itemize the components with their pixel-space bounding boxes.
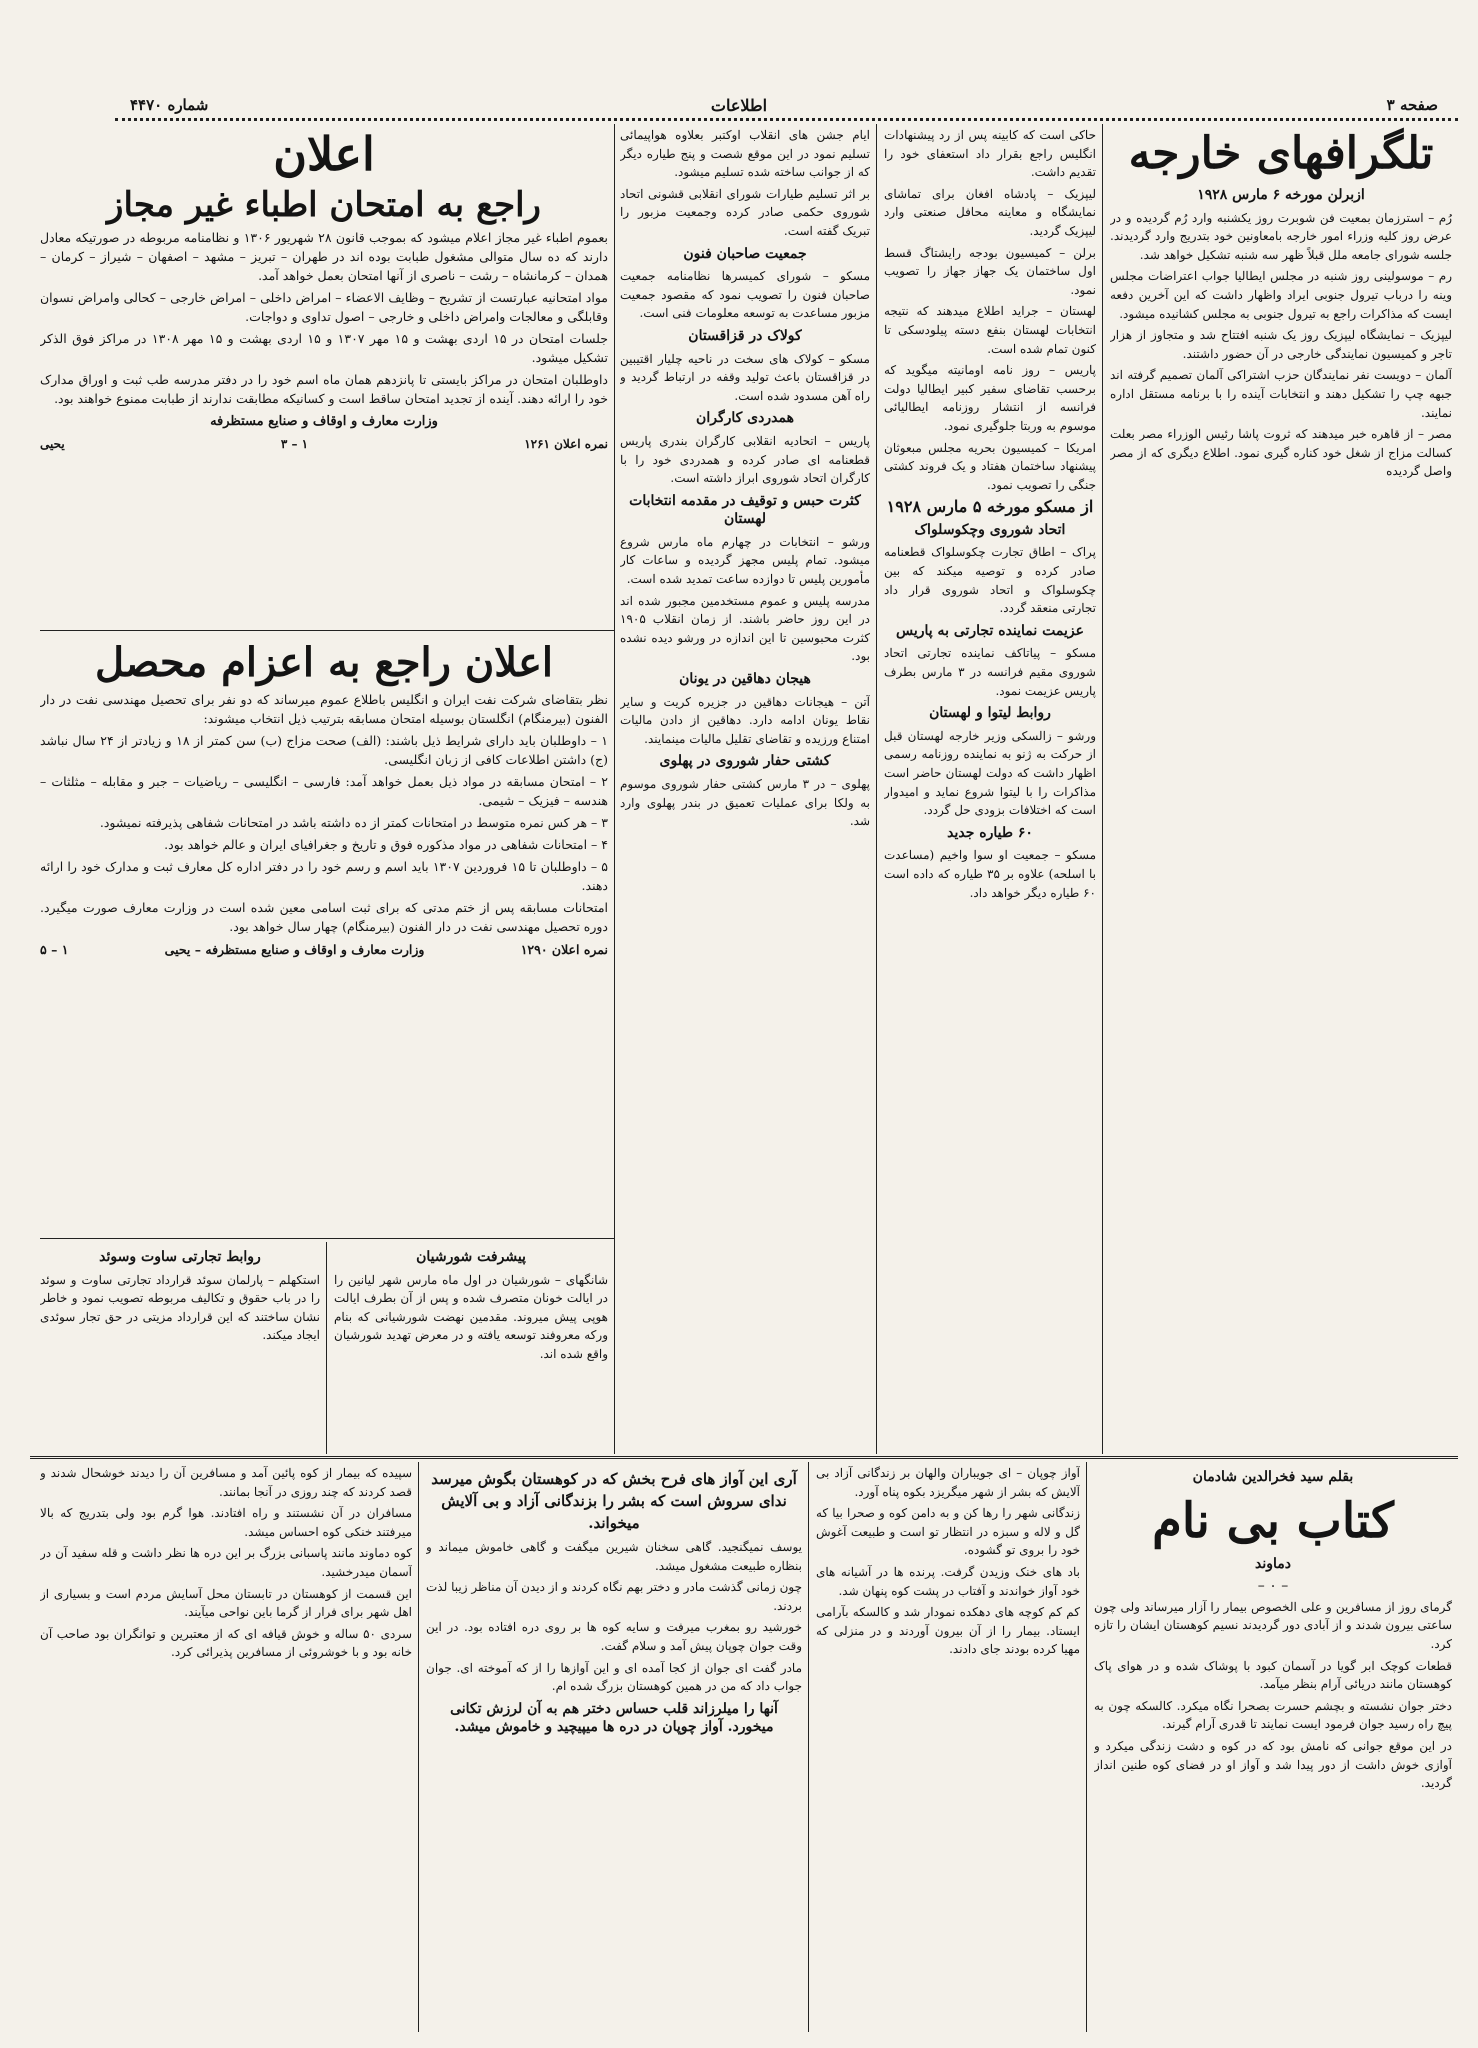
header-rule [115, 118, 1458, 121]
news-column-3 [620, 126, 870, 1452]
column-rule [1102, 124, 1103, 1454]
notice-footer [40, 940, 608, 959]
notice-paragraph: جلسات امتحان در ۱۵ اردی بهشت و ۱۵ مهر ۱۳۰۷ و ۱۵ اردی بهشت و ۱۵ مهر ۱۳۰۸ در مراکز فوق الذکر تشکیل میشود. [40, 331, 608, 365]
section-heading: کشتی حفار شوروی در پهلوی [659, 753, 831, 770]
masthead-paper-name: اطلاعات [710, 96, 768, 115]
story-title: کتاب بی نام [1152, 1492, 1394, 1549]
article-paragraph: استکهلم – پارلمان سوئد قرارداد تجارتی ساوت و سوئد را در باب حقوق و تکالیف مربوطه تصویب نمود و خاطر نشان ساختند که این قرارداد مزیتی در حق تجار سوئدی ایجاد میکند. [40, 1272, 320, 1343]
column-rule [614, 124, 615, 1454]
article-paragraph: رُم – استرزمان بمعیت فن شوبرت روز یکشنبه وارد رُم گردیده و در عرض روز کلیه وزراء امور خارجه بامعاونین خود بتدریج وارد گردیدند. جلسه شورای جامعه ملل قبلاً ظهر سه شنبه تشکیل خواهد شد. [1110, 210, 1452, 262]
notice-paragraph: ۴ – امتحانات شفاهی در مواد مذکوره فوق و تاریخ و جغرافیای ایران و عالم خواهد بود. [164, 837, 608, 852]
notice-paragraph: ۱ – داوطلبان باید دارای شرایط ذیل باشند: (الف) صحت مزاج (ب) سن کمتر از ۱۸ و زیادتر از ۲۴ سال نباشد (ج) داشتن اطلاعات کافی از زبان انگلیسی. [40, 733, 608, 767]
section-heading: هیجان دهاقین در یونان [679, 671, 811, 688]
story-pull-quote: آنها را میلرزاند قلب حساس دختر هم به آن لرزش تکانی میخورد. آواز چوپان در دره ها میپیچید و خاموش میشد. [450, 1700, 778, 1736]
news-column-2 [884, 126, 1096, 1452]
notice-signature: وزارت معارف و اوقاف و صنایع مستظرفه – یحیی [164, 942, 425, 957]
story-paragraph: مادر گفت ای جوان از کجا آمده ای و این آوازها را از که آموخته ای. جوان جواب داد که من در همین کوهستان بزرگ شده ام. [426, 1660, 802, 1694]
story-paragraph: دختر جوان نشسته و بچشم حسرت بصحرا نگاه میکرد. کالسکه چون به پیچ راه رسید جوان فرمود ایست نمایند تا قدری آرام گیرند. [1094, 1698, 1452, 1732]
notice-paragraph: داوطلبان امتحان در مراکز بایستی تا پانزدهم همان ماه اسم خود را در دفتر مدرسه طب ثبت و اوراق مدارک خود را ارائه دهند. آینده از تجدید امتحان ساقط است و کسانیکه مطابقت ندارند از طبابت ممنوع خواهند بود. [40, 372, 608, 406]
column-rule [808, 1462, 809, 2032]
article-paragraph: آلمان – دویست نفر نمایندگان حزب اشتراکی آلمان تصمیم گرفته اند جبهه چپ را تشکیل دهند و انتخابات آینده را با برنامه مستقل اداره نمایند. [1110, 368, 1452, 420]
article-paragraph: ایام جشن های انقلاب اوکتبر بعلاوه هواپیمائی تسلیم نمود در این موقع شصت و پنج طیاره دیگر که از جوانب ساخته شده تسلیم میشود. [620, 128, 870, 180]
story-paragraph: باد های خنک وزیدن گرفت. پرنده ها در آشیانه های خود آواز خواندند و آفتاب در پشت کوه پنهان شد. [816, 1564, 1080, 1598]
story-paragraph: مسافران در آن نشستند و راه افتادند. هوا گرم بود ولی بتدریج که بالا میرفتند خنکی کوه احساس میشد. [40, 1506, 412, 1539]
notice-number: نمره اعلان ۱۲۶۱ [524, 437, 608, 451]
story-paragraph: خورشید رو بمغرب میرفت و سایه کوه ها بر روی دره افتاده بود. در این وقت جوان چوپان پیش آمد و سلام گفت. [426, 1620, 802, 1653]
notice-title: اعلان [273, 127, 375, 181]
story-subtitle: دماوند [1254, 1555, 1291, 1572]
article-paragraph: مسکو – کولاک های سخت در ناحیه چلیار اقتیبین در قزاقستان باعث تولید وقفه در ارتباط گردید و راه آهن مسدود شده است. [620, 351, 870, 403]
section-heading: عزیمت نماینده تجارتی به پاریس [896, 622, 1084, 639]
story-paragraph: کوه دماوند مانند پاسبانی بزرگ بر این دره ها نظر داشت و قله سفید آن در آسمان میدرخشید. [40, 1546, 412, 1579]
article-paragraph: مدرسه پلیس و عموم مستخدمین مجبور شده اند در این روز حاضر باشند. از زمان انقلاب ۱۹۰۵ کثرت محبوسین تا این اندازه در ورشو دیده نشده بود. [620, 593, 870, 664]
notice-paragraph: مواد امتحانیه عبارتست از تشریح – وظایف الاعضاء – امراض داخلی – امراض خارجی – کحالی وامراض نسوان وقابلگی و معالجات وامراض داخلی و خارجی – اصول تداوی و دواجات. [40, 290, 608, 324]
section-divider [40, 1238, 614, 1239]
notice-count: ۱ – ۳ [280, 437, 309, 451]
section-divider [30, 1456, 1458, 1459]
story-column-1 [1094, 1464, 1452, 2032]
notice-title: اعلان راجع به اعزام محصل [94, 639, 554, 686]
notice-paragraph: امتحانات مسابقه پس از ختم مدتی که برای ثبت اسامی معین شده است در وزارت معارف صورت میگیرد. دوره تحصیل مهندسی نفت در دار الفنون (بیرمنگام) چهار سال خواهد بود. [40, 900, 608, 934]
story-paragraph: کم کم کوچه های دهکده نمودار شد و کالسکه بآرامی ایستاد. بیمار را از آن بیرون آوردند و در منزلی که مهیا کرده بودند جای دادند. [816, 1605, 1080, 1657]
column-rule [418, 1462, 419, 2032]
notice-paragraph: ۵ – داوطلبان تا ۱۵ فروردین ۱۳۰۷ باید اسم و رسم خود را در دفتر اداره کل معارف ثبت و مدارک خود را ارائه دهند. [40, 859, 608, 893]
story-ornament: – ۰ – [1257, 1578, 1289, 1595]
story-paragraph: یوسف نمیگنجید. گاهی سخنان شیرین میگفت و گاهی خاموش میماند و بنظاره طبیعت مشغول میشد. [426, 1540, 802, 1573]
section-heading: از مسکو مورخه ۵ مارس ۱۹۲۸ [886, 497, 1094, 517]
story-paragraph: گرمای روز از مسافرین و علی الخصوص بیمار را آزار میرساند ولی چون ساعتی بیرون شدند و از آبادی دور گردیدند نسیم کوهستان ایشان را تازه کرد. [1094, 1599, 1452, 1651]
section-heading: اتحاد شوروی وچکوسلواک [914, 521, 1066, 538]
foreign-telegrams-column [1110, 126, 1452, 1452]
page-number: صفحه ۳ [1386, 96, 1438, 114]
article-paragraph: حاکی است که کابینه پس از رد پیشنهادات انگلیس راجع بقرار داد استعفای خود را تقدیم داشت. [884, 128, 1096, 180]
article-paragraph: بر اثر تسلیم طیارات شورای انقلابی قشونی اتحاد شوروی حکمی صادر کرده وجمعیت مزبور را تبریک گفته است. [620, 186, 870, 238]
story-paragraph: چون زمانی گذشت مادر و دختر بهم نگاه کردند و از دیدن آن مناظر زیبا لذت بردند. [426, 1580, 802, 1613]
column-rule [876, 124, 877, 1454]
article-paragraph: شانگهای – شورشیان در اول ماه مارس شهر لیانین را در ایالت خونان متصرف شده و پس از آن بطرف ایالت هوپی پیش میروند. مقدمین نهضت شورشیانی که بنام ورکه معروفند توسعه یافته و در معرض تهدید شورشیان واقع شده اند. [334, 1272, 608, 1361]
article-paragraph: مصر – از قاهره خبر میدهند که ثروت پاشا رئیس الوزراء مصر بعلت کسالت مزاج از شغل خود کناره گیری نمود. اطلاع دیگری که از مصر واصل گردیده [1110, 427, 1452, 479]
story-heading: آری این آواز های فرح بخش که در کوهستان بگوش میرسد ندای سروش است که بشر را بزندگانی آزاد و بی آلایش میخواند. [431, 1470, 797, 1532]
notice-signer: یحیی [40, 437, 65, 451]
story-paragraph: زندگانی شهر را رها کن و به دامن کوه و صحرا بیا که گل و لاله و سبزه در انتظار تو است و طبیعت آغوش خود را بروی تو گشوده. [816, 1506, 1080, 1558]
notice-unlicensed-doctors [40, 126, 608, 626]
story-paragraph: سردی ۵۰ ساله و خوش قیافه ای که از معتبرین و توانگران بود صاحب آن خانه بود و با خوشروئی از مسافرین پذیرائی کرد. [40, 1626, 412, 1660]
article-paragraph: پهلوی – در ۳ مارس کشتی حفار شوروی موسوم به ولکا برای عملیات تعمیق در بندر پهلوی وارد شد. [620, 777, 870, 829]
notice-student-dispatch [40, 636, 608, 1232]
article-paragraph: ورشو – انتخابات در چهارم ماه مارس شروع میشود. تمام پلیس مجهز گردیده و ساعات کار مأمورین پلیس تا دوازده ساعت تمدید شده است. [620, 534, 870, 587]
article-paragraph: لیپزیک – پادشاه افغان برای تماشای نمایشگاه و معاینه محافل صنعتی وارد لیپزیک گردید. [884, 186, 1096, 238]
notice-subtitle: راجع به امتحان اطباء غیر مجاز [107, 185, 541, 225]
article-paragraph: مسکو – پیاتاکف نماینده تجارتی اتحاد شوروی مقیم فرانسه در ۳ مارس بطرف پاریس عزیمت نمود. [884, 646, 1096, 698]
article-paragraph: لیپزیک – نمایشگاه لیپزیک روز یک شنبه افتتاح شد و متجاوز از هزار تاجر و کمیسیون نمایندگی خارجی در آن حضور داشتند. [1110, 328, 1452, 361]
rebels-progress-article [334, 1244, 608, 1452]
notice-paragraph: نظر بتقاضای شرکت نفت ایران و انگلیس باطلاع عموم میرساند که دو نفر برای تحصیل مهندسی نفت در دار الفنون (بیرمنگام) انگلستان بوسیله امتحان مسابقه بترتیب ذیل انتخاب میشوند: [40, 692, 608, 726]
article-paragraph: مسکو – جمعیت او سوا واخیم (مساعدت با اسلحه) علاوه بر ۳۵ طیاره که داده است ۶۰ طیاره دیگر خواهد داد. [884, 848, 1096, 900]
story-paragraph: در این موقع جوانی که نامش بود که در کوه و دشت زندگی میکرد و آوازی خوش داشت از دور پیدا شد و آواز او در فضای کوه طنین انداز گردید. [1094, 1738, 1452, 1791]
story-paragraph: قطعات کوچک ابر گویا در آسمان کبود با پوشاک شده و در هوای پاک کوهستان مانند دریائی آرام بنظر میآمد. [1094, 1658, 1452, 1692]
notice-paragraph: بعموم اطباء غیر مجاز اعلام میشود که بموجب قانون ۲۸ شهریور ۱۳۰۶ و نظامنامه مربوطه در صورتیکه معادل دارند که ده سال متوالی مشغول طبابت بوده اند در طهران – تبریز – مشهد – اصفهان – شیراز – کرمان – همدان – کرمانشاه – رشت – ناصری از آنها امتحان بعمل خواهد آمد. [40, 230, 608, 283]
notice-paragraph: ۳ – هر کس نمره متوسط در امتحانات کمتر از ده داشته باشد در امتحانات شفاهی پذیرفته نمیشود. [99, 815, 608, 830]
section-divider [40, 630, 614, 631]
article-paragraph: آتن – هیجانات دهاقین در جزیره کریت و سایر نقاط یونان ادامه دارد. دهاقین از دادن مالیات امتناع ورزیده و تقاضای تقلیل مالیات مینمایند. [620, 694, 870, 746]
article-paragraph: پاریس – اتحادیه انقلابی کارگران بندری پاریس قطعنامه ای صادر کرده و همدردی خود را با کارگران اتحاد شوروی ابراز داشته است. [620, 433, 870, 486]
story-column-3 [426, 1464, 802, 2032]
section-heading: کثرت حبس و توقیف در مقدمه انتخابات لهستان [629, 492, 861, 528]
trade-relations-article [40, 1244, 320, 1452]
article-paragraph: پاریس – روز نامه اومانیته میگوید که برحسب تقاضای سفیر کبیر ایطالیا دولت فرانسه از انتشار روزنامه ایطالیائی موسوم به وربتا جلوگیری نمود. [884, 363, 1096, 433]
story-paragraph: سپیده که بیمار از کوه پائین آمد و مسافرین آن را دیدند خوشحال شدند و قصد کردند که چند روزی در آنجا بمانند. [40, 1466, 412, 1499]
story-column-4 [40, 1464, 412, 2032]
section-heading: ۶۰ طیاره جدید [947, 824, 1033, 841]
article-paragraph: لهستان – جراید اطلاع میدهند که نتیجه انتخابات لهستان بنفع دسته پیلودسکی تا کنون تمام شده است. [884, 304, 1096, 356]
notice-count: ۱ – ۵ [40, 942, 69, 957]
article-paragraph: پراک – اطاق تجارت چکوسلواک قطعنامه صادر کرده و توصیه میکند که بین چکوسلواک و اتحاد شوروی قرار داد تجارتی منعقد گردد. [884, 545, 1096, 616]
article-paragraph: ورشو – زالسکی وزیر خارجه لهستان قبل از حرکت به ژنو به نماینده روزنامه رسمی اظهار داشت که دولت لهستان حاضر است مذاکرات را با لیتوا شروع نماید و امیدوار است که اختلافات بزودی حل گردد. [884, 728, 1096, 818]
section-heading: همدردی کارگران [696, 410, 794, 427]
story-paragraph: آواز چوپان – ای جویباران والهان بر زندگانی آزاد بی آلایش که بشر از شهر میگریزد بکوه پناه آورد. [816, 1466, 1080, 1499]
story-attribution: بقلم سید فخرالدین شادمان [1192, 1469, 1354, 1485]
article-paragraph: برلن – کمیسیون بودجه رایشتاگ قسط اول ساختمان یک جهاز جهاز را تصویب نمود. [884, 245, 1096, 297]
issue-number: شماره ۴۴۷۰ [130, 96, 209, 114]
section-heading: روابط لیتوا و لهستان [929, 705, 1051, 722]
notice-paragraph: ۲ – امتحان مسابقه در مواد ذیل بعمل خواهد آمد: فارسی – انگلیسی – ریاضیات – جبر و مقابله – مثلثات – هندسه – فیزیک – شیمی. [40, 774, 608, 808]
foreign-telegrams-title: تلگرافهای خارجه [1128, 128, 1434, 179]
section-heading: روابط تجارتی ساوت وسوئد [99, 1249, 261, 1265]
article-paragraph: رم – موسولینی روز شنبه در مجلس ایطالیا جواب اعتراضات مجلس وینه را درباب تیرول جنوبی ایراد واظهار داشت که این آخرین دفعه ایست که مذاکرات راجع به تیرول جنوبی به مجلس کشانیده میشود. [1110, 269, 1452, 321]
notice-number: نمره اعلان ۱۲۹۰ [520, 942, 608, 957]
article-paragraph: مسکو – شورای کمیسرها نظامنامه جمعیت صاحبان فنون را تصویب نمود که مقصود جمعیت مزبور مساعدت به توسعه معلومات فنی است. [620, 269, 870, 321]
section-heading: پیشرفت شورشیان [416, 1249, 526, 1265]
column-rule [1086, 1462, 1087, 2032]
section-heading: کولاک در قزاقستان [688, 327, 802, 344]
article-paragraph: امریکا – کمیسیون بحریه مجلس مبعوثان پیشنهاد ساختمان هفتاد و یک فروند کشتی جنگی را تصویب نمود. [884, 440, 1096, 492]
dateline: ازبرلن مورخه ۶ مارس ۱۹۲۸ [1197, 187, 1365, 203]
notice-footer [40, 435, 608, 454]
story-column-2 [816, 1464, 1080, 2032]
notice-signature: وزارت معارف و اوقاف و صنایع مستظرفه [210, 414, 438, 429]
column-rule [326, 1242, 327, 1454]
story-paragraph: این قسمت از کوهستان در تابستان محل آسایش مردم است و بسیاری از اهل شهر برای فرار از گرما باین نواحی میآیند. [40, 1586, 412, 1620]
section-heading: جمعیت صاحبان فنون [683, 245, 807, 262]
